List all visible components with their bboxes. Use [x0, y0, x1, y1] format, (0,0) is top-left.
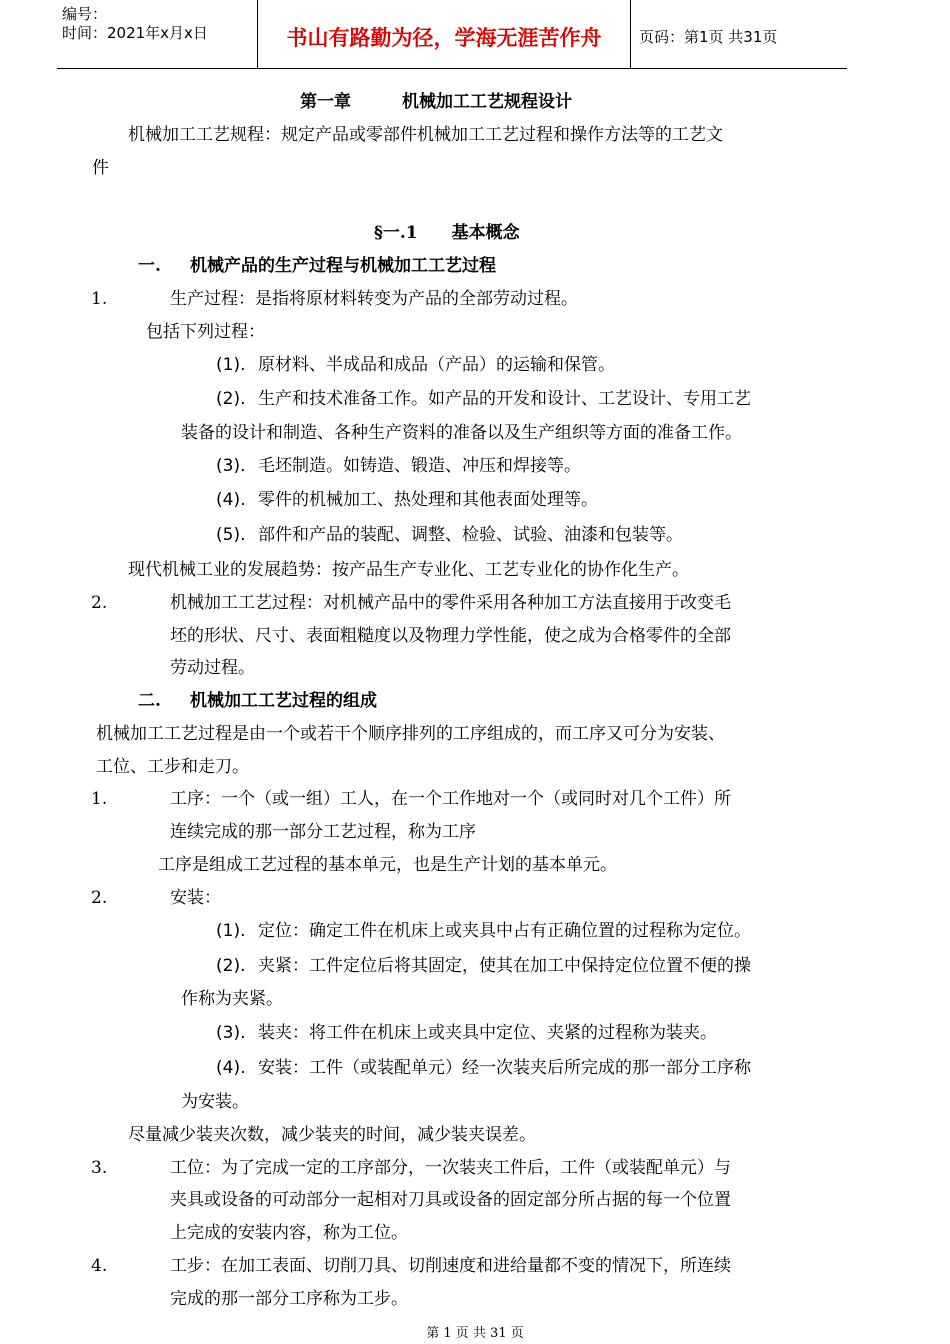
sub-3-text: 毛坯制造。如铸造、锻造、冲压和焊接等。 — [258, 456, 581, 476]
item-1-number: 1. — [91, 289, 108, 309]
definition-line-1: 机械加工工艺规程：规定产品或零部件机械加工工艺过程和操作方法等的工艺文 — [128, 125, 723, 145]
header-right-cell — [629, 0, 847, 68]
sub-4-number: (4). — [216, 490, 246, 510]
heading-1-text: 机械产品的生产过程与机械加工工艺过程 — [190, 256, 496, 276]
sub-5-number: (5). — [216, 525, 246, 545]
process-3-line-3: 上完成的安装内容，称为工位。 — [170, 1223, 408, 1243]
install-1-number: (1). — [216, 921, 246, 941]
sub-1-number: (1). — [216, 355, 246, 375]
sub-3-number: (3). — [216, 456, 246, 476]
item-2-number: 2. — [91, 593, 108, 613]
composition-line-2: 工位、工步和走刀。 — [96, 757, 249, 777]
process-4-line-1: 工步：在加工表面、切削刀具、切削速度和进给量都不变的情况下，所连续 — [170, 1256, 731, 1276]
chapter-title: 第一章 机械加工工艺规程设计 — [300, 92, 572, 112]
process-4-line-2: 完成的那一部分工序称为工步。 — [170, 1289, 408, 1309]
heading-2-number: 二. — [138, 691, 161, 711]
page-footer: 第 1 页 共 31 页 — [426, 1326, 524, 1341]
sub-2-text: 生产和技术准备工作。如产品的开发和设计、工艺设计、专用工艺 — [258, 389, 751, 409]
sub-4-text: 零件的机械加工、热处理和其他表面处理等。 — [258, 490, 598, 510]
install-2-text: 夹紧：工件定位后将其固定，使其在加工中保持定位位置不便的操 — [258, 956, 751, 976]
sub-2-continuation: 装备的设计和制造、各种生产资料的准备以及生产组织等方面的准备工作。 — [181, 423, 742, 443]
install-4-continuation: 为安装。 — [181, 1092, 249, 1112]
process-1-number: 1. — [91, 789, 108, 809]
item-2-line-2: 坯的形状、尺寸、表面粗糙度以及物理力学性能，使之成为合格零件的全部 — [170, 626, 731, 646]
doc-number-label: 编号： — [62, 5, 108, 23]
install-1-text: 定位：确定工件在机床上或夹具中占有正确位置的过程称为定位。 — [258, 921, 751, 941]
install-4-text: 安装：工件（或装配单元）经一次装夹后所完成的那一部分工序称 — [258, 1058, 751, 1078]
install-2-number: (2). — [216, 956, 246, 976]
process-4-number: 4. — [91, 1256, 108, 1276]
process-1-line-2: 连续完成的那一部分工艺过程，称为工序 — [170, 822, 476, 842]
install-2-continuation: 作称为夹紧。 — [181, 989, 283, 1009]
heading-2-text: 机械加工工艺过程的组成 — [190, 691, 377, 711]
sub-2-number: (2). — [216, 389, 246, 409]
header-page-info: 页码：第1页 共31页 — [639, 28, 778, 46]
process-1-note: 工序是组成工艺过程的基本单元，也是生产计划的基本单元。 — [158, 855, 617, 875]
header-motto-cell — [257, 0, 631, 68]
composition-line-1: 机械加工工艺过程是由一个或若干个顺序排列的工序组成的，而工序又可分为安装、 — [96, 724, 725, 744]
header-motto: 书山有路勤为径，学海无涯苦作舟 — [286, 26, 602, 50]
heading-1-number: 一. — [138, 256, 161, 276]
sub-5-text: 部件和产品的装配、调整、检验、试验、油漆和包装等。 — [258, 525, 683, 545]
section-title: §一.1 基本概念 — [374, 223, 520, 243]
install-3-text: 装夹：将工件在机床上或夹具中定位、夹紧的过程称为装夹。 — [258, 1023, 717, 1043]
item-2-line-3: 劳动过程。 — [170, 658, 255, 678]
install-4-number: (4). — [216, 1058, 246, 1078]
item-1-text: 生产过程：是指将原材料转变为产品的全部劳动过程。 — [170, 289, 578, 309]
install-3-number: (3). — [216, 1023, 246, 1043]
process-2-number: 2. — [91, 888, 108, 908]
definition-line-2: 件 — [92, 158, 109, 178]
page-header — [57, 0, 847, 69]
process-3-line-1: 工位：为了完成一定的工序部分，一次装夹工件后，工件（或装配单元）与 — [170, 1158, 731, 1178]
item-2-line-1: 机械加工工艺过程：对机械产品中的零件采用各种加工方法直接用于改变毛 — [170, 593, 731, 613]
doc-date: 时间：2021年x月x日 — [62, 24, 208, 42]
process-3-number: 3. — [91, 1158, 108, 1178]
process-2-text: 安装： — [170, 888, 221, 908]
includes-label: 包括下列过程： — [146, 322, 265, 342]
trend-paragraph: 现代机械工业的发展趋势：按产品生产专业化、工艺专业化的协作化生产。 — [128, 560, 689, 580]
header-left-cell — [57, 0, 257, 68]
sub-1-text: 原材料、半成品和成品（产品）的运输和保管。 — [258, 355, 615, 375]
process-3-line-2: 夹具或设备的可动部分一起相对刀具或设备的固定部分所占据的每一个位置 — [170, 1190, 731, 1210]
reduce-paragraph: 尽量减少装夹次数，减少装夹的时间，减少装夹误差。 — [128, 1125, 536, 1145]
process-1-line-1: 工序：一个（或一组）工人，在一个工作地对一个（或同时对几个工件）所 — [170, 789, 731, 809]
